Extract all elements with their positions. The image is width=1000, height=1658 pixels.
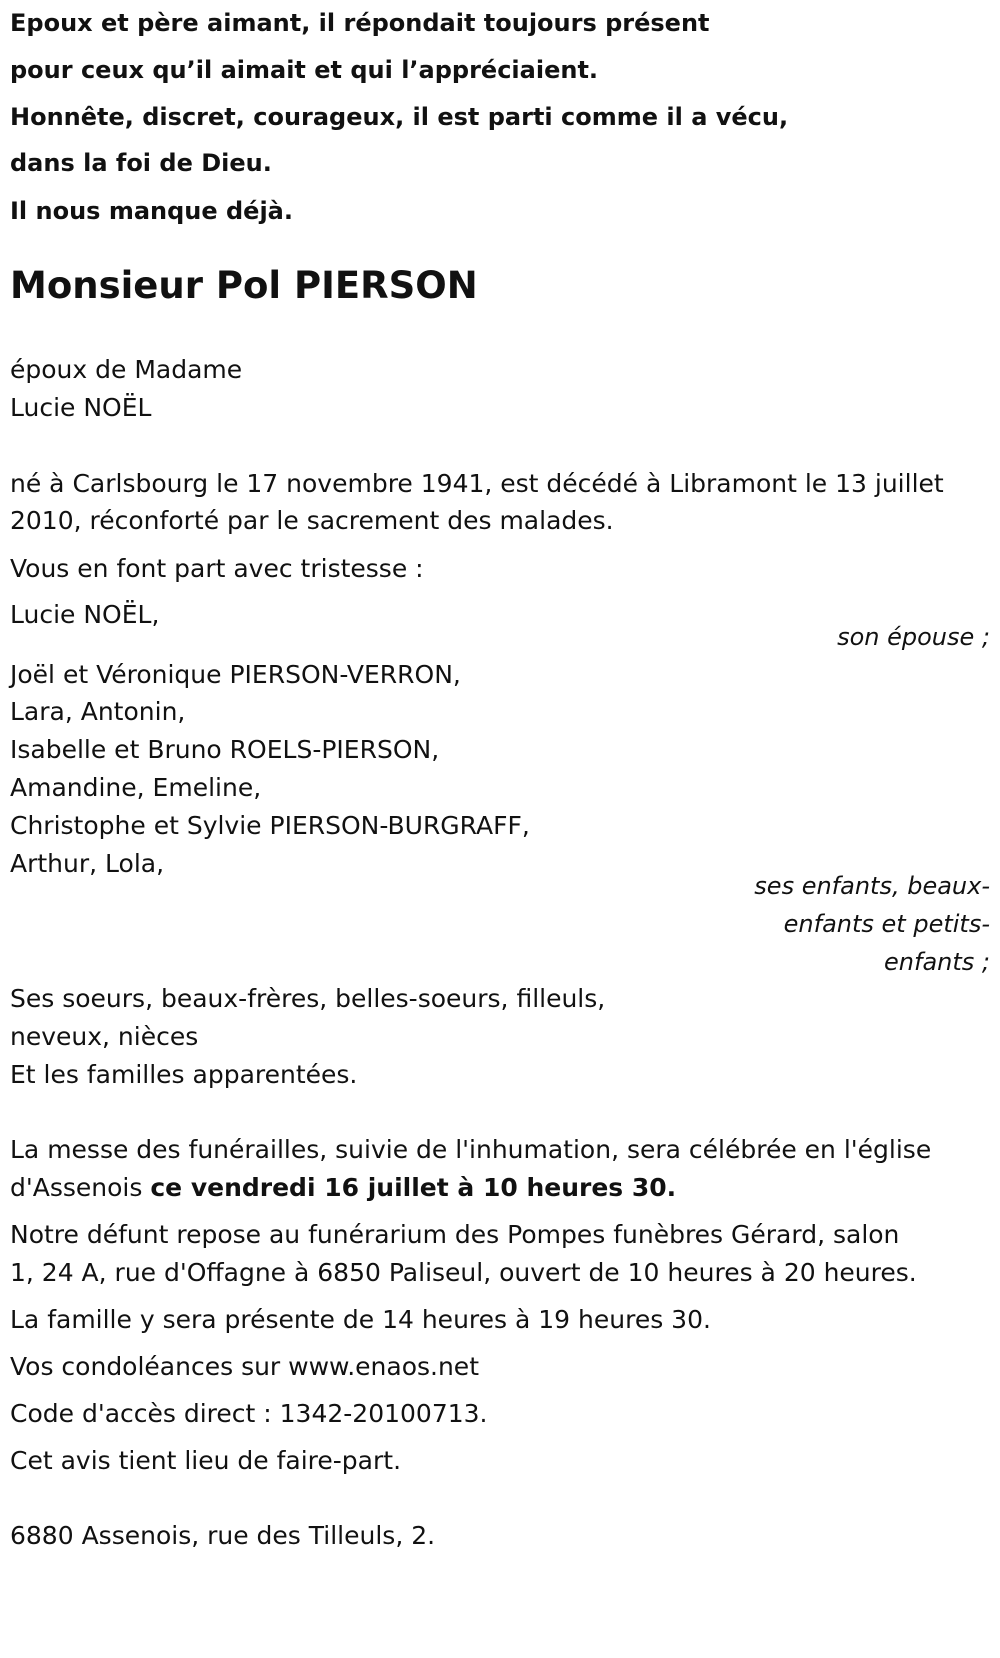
- poem-line: dans la foi de Dieu.: [10, 149, 272, 177]
- address: 6880 Assenois, rue des Tilleuls, 2.: [10, 1521, 436, 1550]
- birth-death-text: 2010, réconforté par le sacrement des malades.: [10, 506, 614, 535]
- funeral-text: [10, 1173, 676, 1203]
- spouse-line: Lucie NOËL: [10, 393, 152, 422]
- family-child-line: Lara, Antonin,: [10, 697, 186, 726]
- deceased-name: Monsieur Pol PIERSON: [10, 264, 478, 307]
- family-child-line: Christophe et Sylvie PIERSON-BURGRAFF,: [10, 811, 530, 840]
- family-child-line: Joël et Véronique PIERSON-VERRON,: [10, 660, 461, 689]
- family-child-line: Arthur, Lola,: [10, 849, 165, 878]
- funeral-text: La messe des funérailles, suivie de l'inhumation, sera célébrée en l'église: [10, 1135, 932, 1164]
- family-others-line: neveux, nièces: [10, 1022, 199, 1051]
- poem-line: pour ceux qu’il aimait et qui l’appréciaient.: [10, 56, 599, 84]
- funeral-date: ce vendredi 16 juillet à 10 heures 30.: [150, 1173, 677, 1202]
- condolences-line: Vos condoléances sur www.enaos.net: [10, 1352, 479, 1381]
- details-line: La famille y sera présente de 14 heures à 19 heures 30.: [10, 1305, 711, 1334]
- family-child-line: Isabelle et Bruno ROELS-PIERSON,: [10, 735, 440, 764]
- announcement-text: Vous en font part avec tristesse :: [10, 554, 424, 583]
- family-others-line: Ses soeurs, beaux-frères, belles-soeurs, filleuls,: [10, 984, 606, 1013]
- access-code-line: Code d'accès direct : 1342-20100713.: [10, 1399, 488, 1428]
- family-children-role: ses enfants, beaux-: [754, 872, 990, 900]
- details-line: Cet avis tient lieu de faire-part.: [10, 1446, 402, 1475]
- family-spouse-role: son épouse ;: [837, 623, 990, 651]
- details-line: Notre défunt repose au funérarium des Pompes funèbres Gérard, salon: [10, 1220, 900, 1249]
- poem-line: Honnête, discret, courageux, il est parti comme il a vécu,: [10, 103, 789, 131]
- family-children-role: enfants ;: [884, 948, 990, 976]
- poem-line: Il nous manque déjà.: [10, 197, 293, 225]
- family-child-line: Amandine, Emeline,: [10, 773, 262, 802]
- funeral-place: d'Assenois: [10, 1173, 151, 1202]
- spouse-line: époux de Madame: [10, 355, 243, 384]
- family-children-role: enfants et petits-: [783, 910, 990, 938]
- poem-line: Epoux et père aimant, il répondait toujours présent: [10, 9, 710, 37]
- family-spouse-name: Lucie NOËL,: [10, 600, 160, 629]
- details-line: 1, 24 A, rue d'Offagne à 6850 Paliseul, ouvert de 10 heures à 20 heures.: [10, 1258, 917, 1287]
- family-others-line: Et les familles apparentées.: [10, 1060, 358, 1089]
- birth-death-text: né à Carlsbourg le 17 novembre 1941, est décédé à Libramont le 13 juillet: [10, 469, 944, 498]
